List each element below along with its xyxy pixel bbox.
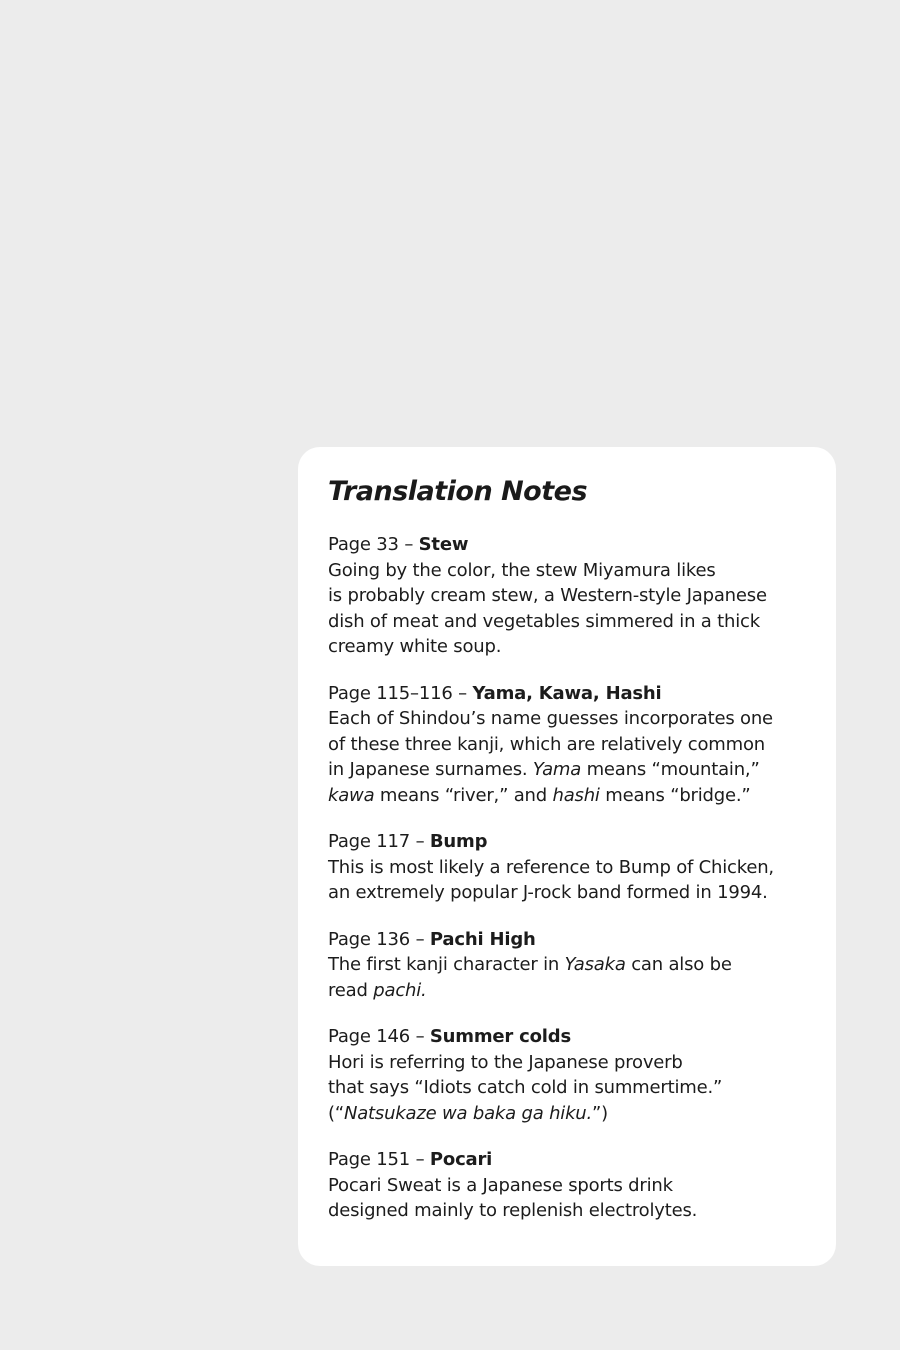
text-run: that says “Idiots catch cold in summertime.”	[328, 1077, 723, 1098]
note-body-line	[328, 978, 836, 1004]
note-page-ref: Page 136	[328, 928, 411, 950]
note-topic: Pocari	[429, 1149, 493, 1170]
note-body	[328, 952, 836, 1003]
note-body-line	[328, 880, 836, 906]
italic-term: kawa	[328, 784, 375, 806]
note-body-line	[328, 706, 836, 732]
text-run: means “bridge.”	[599, 784, 751, 806]
note-body-line	[328, 1075, 836, 1101]
note-topic: Summer colds	[429, 1026, 571, 1047]
note-body-line	[328, 757, 836, 783]
italic-term: Yasaka	[564, 954, 626, 975]
note-heading	[328, 1147, 836, 1173]
note-page-ref: Page 115–116	[328, 682, 453, 704]
note-heading	[328, 532, 836, 558]
note-heading	[328, 1024, 836, 1050]
note-heading	[328, 681, 836, 707]
note-body-line	[328, 952, 836, 978]
note-topic: Stew	[418, 534, 469, 555]
note-entry	[328, 532, 836, 660]
note-body-line	[328, 634, 836, 660]
note-separator: –	[410, 928, 430, 950]
italic-term: Natsukaze wa baka ga hiku.	[343, 1102, 593, 1124]
text-run: This is most likely a reference to Bump of Chicken,	[328, 856, 774, 878]
note-body-line	[328, 1173, 836, 1199]
text-run: creamy white soup.	[328, 636, 502, 657]
text-run: Going by the color, the stew Miyamura likes	[328, 559, 716, 581]
note-body	[328, 706, 836, 808]
note-separator: –	[452, 682, 473, 704]
note-body-line	[328, 855, 836, 881]
note-body-line	[328, 1050, 836, 1076]
note-heading	[328, 927, 836, 953]
note-separator: –	[410, 831, 430, 852]
note-separator: –	[410, 1149, 430, 1170]
note-page-ref: Page 151	[328, 1149, 411, 1170]
note-entry	[328, 1147, 836, 1224]
note-body	[328, 1173, 836, 1224]
note-body-line	[328, 732, 836, 758]
note-heading	[328, 829, 836, 855]
text-run: Each of Shindou’s name guesses incorporates one	[328, 708, 773, 729]
note-entry	[328, 829, 836, 906]
text-run: an extremely popular J-rock band formed in 1994.	[328, 882, 768, 903]
italic-term: pachi.	[373, 979, 427, 1001]
page-title: Translation Notes	[328, 476, 588, 507]
text-run: Pocari Sweat is a Japanese sports drink	[328, 1174, 673, 1196]
text-run: in Japanese surnames.	[328, 759, 533, 780]
note-body-line	[328, 558, 836, 584]
note-body-line	[328, 1198, 836, 1224]
note-page-ref: Page 33	[328, 534, 399, 555]
text-run: means “mountain,”	[581, 759, 760, 780]
note-entry	[328, 927, 836, 1004]
italic-term: hashi	[552, 784, 600, 806]
note-topic: Yama, Kawa, Hashi	[472, 682, 662, 704]
note-page-ref: Page 146	[328, 1026, 411, 1047]
text-run: The first kanji character in	[328, 954, 565, 975]
text-run: means “river,” and	[374, 784, 553, 806]
note-topic: Bump	[429, 831, 488, 852]
text-run: can also be	[625, 954, 732, 975]
text-run: of these three kanji, which are relatively common	[328, 733, 765, 755]
text-run: read	[328, 979, 374, 1001]
text-run: is probably cream stew, a Western-style Japanese	[328, 585, 767, 606]
text-run: designed mainly to replenish electrolytes.	[328, 1200, 698, 1221]
text-run: ”)	[592, 1102, 608, 1124]
note-body	[328, 1050, 836, 1127]
text-run: Hori is referring to the Japanese proverb	[328, 1051, 683, 1073]
note-body-line	[328, 1101, 836, 1127]
text-run: (“	[328, 1102, 344, 1124]
note-entry	[328, 681, 836, 809]
note-body-line	[328, 583, 836, 609]
italic-term: Yama	[532, 759, 582, 780]
note-body-line	[328, 783, 836, 809]
note-page-ref: Page 117	[328, 831, 411, 852]
translation-notes-card	[298, 447, 836, 1266]
note-topic: Pachi High	[429, 928, 536, 950]
note-entry	[328, 1024, 836, 1126]
note-separator: –	[398, 534, 419, 555]
text-run: dish of meat and vegetables simmered in a thick	[328, 610, 760, 632]
note-body	[328, 558, 836, 660]
note-body	[328, 855, 836, 906]
note-separator: –	[410, 1026, 430, 1047]
note-body-line	[328, 609, 836, 635]
